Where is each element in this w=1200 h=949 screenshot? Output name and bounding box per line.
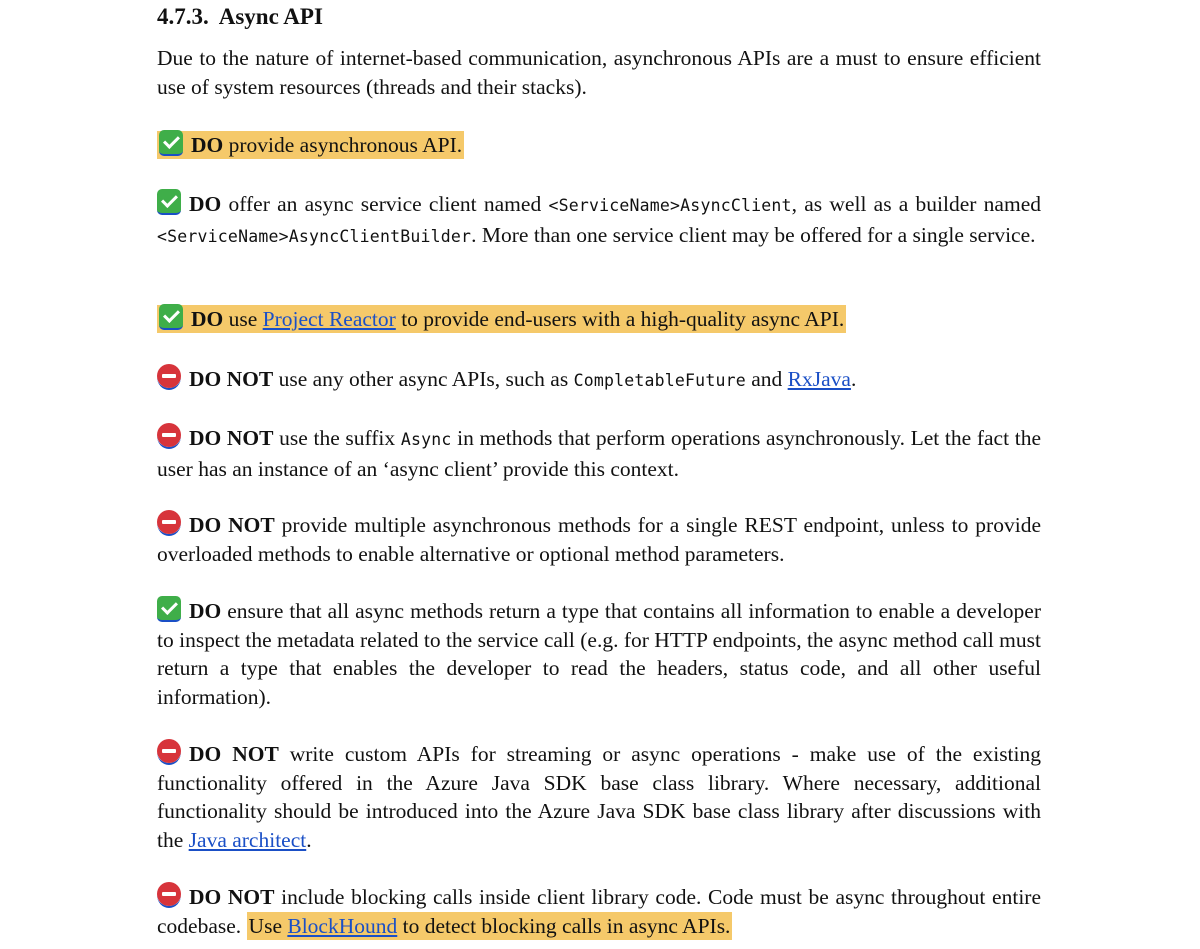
rule-no-other-async-apis bbox=[157, 364, 1041, 396]
rule-text: include blocking calls inside client library code. Code must be async throughout entire codebase. bbox=[157, 885, 1042, 938]
code-async-client: <ServiceName>AsyncClient bbox=[548, 196, 792, 215]
highlight bbox=[157, 131, 464, 159]
rule-no-multiple-async-methods bbox=[157, 510, 1041, 568]
rxjava-link[interactable]: RxJava bbox=[787, 367, 851, 391]
no-entry-icon bbox=[157, 510, 181, 536]
rule-keyword: DO bbox=[191, 133, 224, 157]
check-mark-icon bbox=[157, 596, 181, 622]
no-entry-icon bbox=[157, 423, 181, 449]
rule-no-custom-streaming-apis bbox=[157, 739, 1041, 854]
java-architect-link[interactable]: Java architect bbox=[188, 827, 307, 852]
rule-text: ensure that all async methods return a type that contains all information to enable a developer to inspect the metadata related to the service call (e.g. for HTTP endpoints, the async method call must return a type that enables the developer to read the headers, status code, and all other useful information). bbox=[157, 599, 1041, 709]
rule-text: . More than one service client may be offered for a single service. bbox=[471, 222, 1036, 247]
highlight bbox=[247, 912, 733, 940]
rule-text: to provide end-users with a high-quality async API. bbox=[395, 307, 845, 331]
blockhound-link[interactable]: BlockHound bbox=[287, 913, 398, 938]
rule-keyword: DO bbox=[189, 192, 222, 216]
rule-text: provide multiple asynchronous methods for a single REST endpoint, unless to provide overloaded methods to enable alternative or optional method parameters. bbox=[157, 513, 1041, 566]
highlight bbox=[157, 305, 846, 333]
rule-text: write custom APIs for streaming or async operations - make use of the existing functionality offered in the Azure Java SDK base class library. Where necessary, additional functionality should be introduced into the Azure Java SDK base class library after discussions with the bbox=[157, 742, 1042, 852]
rule-use-project-reactor bbox=[157, 304, 1041, 334]
rule-async-client-naming bbox=[157, 189, 1041, 251]
rule-text: . bbox=[850, 367, 857, 391]
rule-keyword: DO NOT bbox=[189, 742, 279, 766]
rule-text: . bbox=[306, 827, 312, 852]
rule-keyword: DO NOT bbox=[189, 513, 275, 537]
rule-text: and bbox=[745, 367, 788, 391]
rule-text: in methods that perform operations asynchronously. Let the fact the user has an instance of an ‘async client’ provide this context. bbox=[157, 426, 1041, 481]
rule-no-blocking-calls bbox=[157, 882, 1041, 940]
rule-keyword: DO NOT bbox=[189, 885, 275, 909]
rule-keyword: DO bbox=[189, 599, 222, 623]
rule-text: Use bbox=[248, 913, 288, 938]
no-entry-icon bbox=[157, 364, 181, 390]
rule-text: to detect blocking calls in async APIs. bbox=[397, 913, 731, 938]
rule-text: use bbox=[223, 307, 263, 331]
check-mark-icon bbox=[159, 130, 183, 156]
section-title: Async API bbox=[218, 4, 323, 29]
rule-return-metadata-type bbox=[157, 596, 1041, 711]
check-mark-icon bbox=[157, 189, 181, 215]
check-mark-icon bbox=[159, 304, 183, 330]
intro-paragraph: Due to the nature of internet-based communication, asynchronous APIs are a must to ensure efficient use of system resources (threads and their stacks). bbox=[157, 46, 1041, 99]
rule-text: use any other async APIs, such as bbox=[273, 367, 574, 391]
rule-text: offer an async service client named bbox=[221, 192, 549, 216]
project-reactor-link[interactable]: Project Reactor bbox=[262, 307, 396, 331]
no-entry-icon bbox=[157, 882, 181, 908]
rule-provide-async-api bbox=[157, 130, 1041, 160]
rule-text: provide asynchronous API. bbox=[223, 133, 463, 157]
section-heading bbox=[157, 4, 323, 30]
rule-keyword: DO NOT bbox=[189, 426, 274, 450]
rule-keyword: DO bbox=[191, 307, 224, 331]
code-async: Async bbox=[400, 430, 452, 449]
code-completable-future: CompletableFuture bbox=[573, 371, 746, 390]
rule-text: , as well as a builder named bbox=[791, 192, 1041, 216]
rule-keyword: DO NOT bbox=[189, 367, 274, 391]
rule-no-async-suffix bbox=[157, 423, 1041, 483]
rule-text: use the suffix bbox=[273, 426, 401, 450]
section-number: 4.7.3. bbox=[157, 4, 209, 29]
no-entry-icon bbox=[157, 739, 181, 765]
code-async-client-builder: <ServiceName>AsyncClientBuilder bbox=[157, 226, 472, 246]
